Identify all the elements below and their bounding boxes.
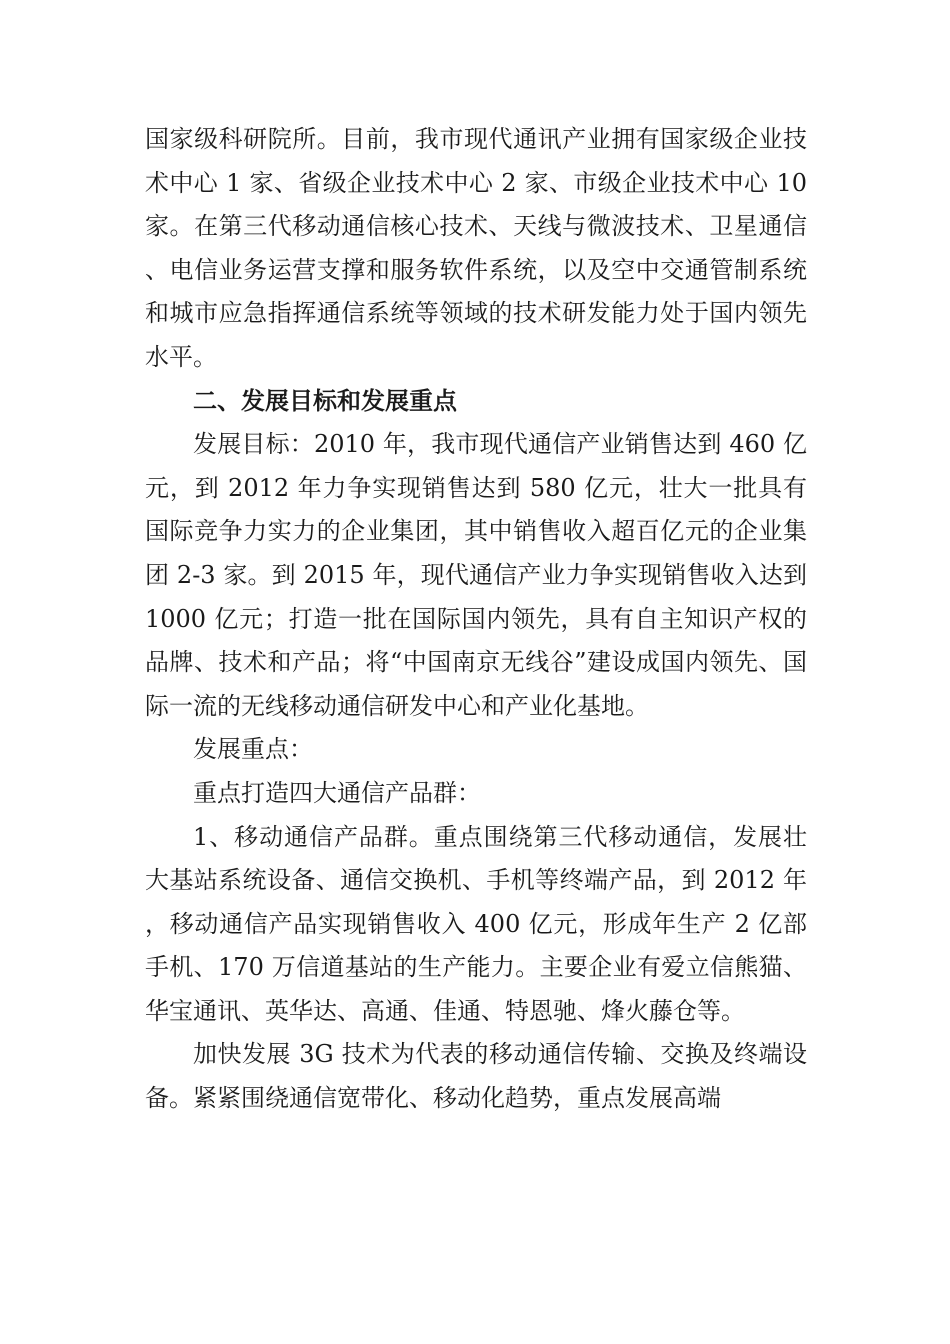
document-body: [145, 118, 807, 1121]
paragraph-research-capability: 国家级科研院所。目前，我市现代通讯产业拥有国家级企业技术中心 1 家、省级企业技术中心 2 家、市级企业技术中心 10 家。在第三代移动通信核心技术、天线与微波技术、卫星通信、电信业务运营支撑和服务软件系统，以及空中交通管制系统和城市应急指挥通信系统等领域的技术研发能力处于国内领先水平。: [145, 125, 807, 371]
paragraph-mobile-communication: 1、移动通信产品群。重点围绕第三代移动通信，发展壮大基站系统设备、通信交换机、手机等终端产品，到 2012 年，移动通信产品实现销售收入 400 亿元，形成年生产 2 亿部手机、170 万信道基站的生产能力。主要企业有爱立信熊猫、华宝通讯、英华达、高通、佳通、特恩驰、烽火藤仓等。: [145, 822, 807, 1025]
paragraph-development-focus-label: 发展重点：: [193, 735, 313, 764]
paragraph-3g-technology: 加快发展 3G 技术为代表的移动通信传输、交换及终端设备。紧紧围绕通信宽带化、移动化趋势，重点发展高端: [145, 1040, 807, 1113]
paragraph-four-product-groups: 重点打造四大通信产品群：: [193, 778, 481, 807]
paragraph-development-goals: 发展目标：2010 年，我市现代通信产业销售达到 460 亿元，到 2012 年力争实现销售达到 580 亿元，壮大一批具有国际竞争力实力的企业集团，其中销售收入超百亿元的企业集团 2-3 家。到 2015 年，现代通信产业力争实现销售收入达到 1000 亿元；打造一批在国际国内领先，具有自主知识产权的品牌、技术和产品；将“中国南京无线谷”建设成国内领先、国际一流的无线移动通信研发中心和产业化基地。: [145, 430, 807, 720]
section-heading: 二、发展目标和发展重点: [193, 386, 457, 415]
